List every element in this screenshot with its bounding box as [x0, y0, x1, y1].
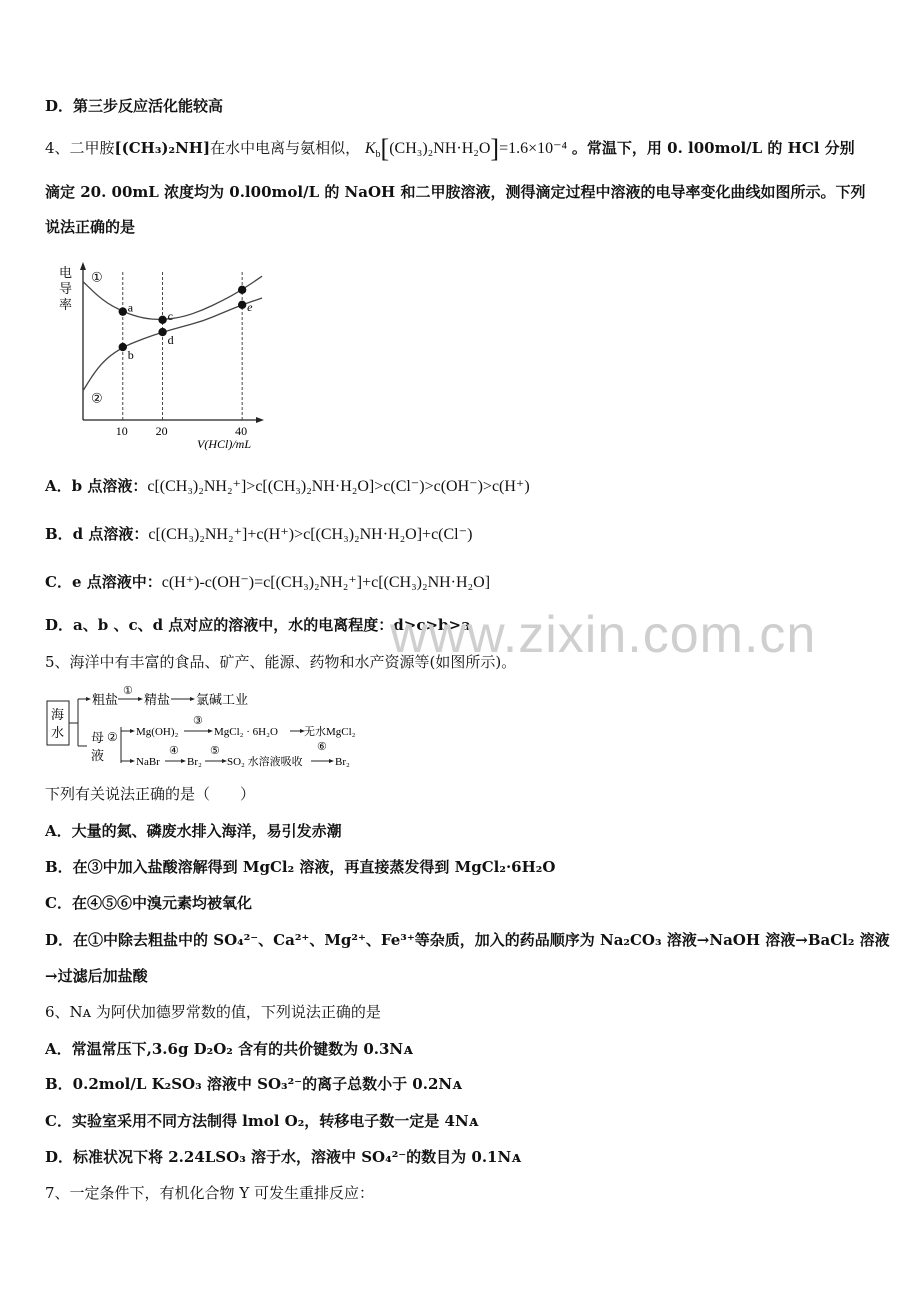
q5-stem: 5、海洋中有丰富的食品、矿产、能源、药物和水产资源等(如图所示)。 [45, 653, 517, 671]
x-tick-labels [116, 424, 247, 438]
q5-option-b: B．在③中加入盐酸溶解得到 MgCl₂ 溶液，再直接蒸发得到 MgCl₂·6H₂O [45, 858, 556, 876]
point-a [119, 307, 127, 315]
q5-option-c: C．在④⑤⑥中溴元素均被氧化 [45, 894, 252, 912]
q4-option-a-label: A．b 点溶液： [45, 477, 148, 495]
flow-branch-2-bottom-head [130, 759, 135, 763]
series-label-2: ② [91, 390, 103, 406]
q4-kb: $K_b[(CH_3)_2NH\cdot H_2O]=1.6\times 10^{-4}$ [364, 134, 568, 163]
q4-option-a [45, 476, 530, 497]
q5-option-d-cont: →过滤后加盐酸 [45, 967, 148, 985]
flow-arrow-6-head [329, 759, 334, 763]
x-tick-10: 10 [115, 424, 128, 438]
point-label-b: b [127, 348, 134, 363]
q7-stem: 7、一定条件下，有机化合物 Y 可发生重排反应： [45, 1184, 374, 1202]
watermark: www.zixin.com.cn [390, 606, 817, 664]
point-d [158, 328, 166, 336]
flow-anhydrous-mgcl2: 无水MgCl₂ [304, 726, 356, 738]
point-unlabeled [238, 286, 246, 294]
q5-question: 下列有关说法正确的是（ ） [45, 785, 256, 803]
flow-step-1: ① [123, 685, 133, 697]
q5-option-a: A．大量的氮、磷废水排入海洋，易引发赤潮 [45, 822, 342, 840]
flow-step-4: ④ [169, 745, 179, 757]
mother-char-2: 液 [91, 748, 105, 763]
q4-option-c [45, 572, 490, 593]
point-c [158, 316, 166, 324]
point-label-c: c [167, 308, 173, 323]
x-tick-20: 20 [155, 424, 168, 438]
flow-branch-2-top-head [130, 729, 135, 733]
q6-option-d: D．标准状况下将 2.24LSO₃ 溶于水，溶液中 SO₄²⁻的数目为 0.1Nᴀ [45, 1148, 521, 1166]
q4-stem-line3: 说法正确的是 [45, 218, 136, 236]
q4-option-b-expr: c[(CH₃)₂NH₂⁺]+c(H⁺)>c[(CH₃)₂NH·H₂O]+c(Cl⁻) [148, 526, 473, 543]
q6-option-a: A．常温常压下,3.6g D₂O₂ 含有的共价键数为 0.3Nᴀ [45, 1040, 413, 1058]
q4-option-a-expr: c[(CH₃)₂NH₂⁺]>c[(CH₃)₂NH·H₂O]>c(Cl⁻)>c(OH⁻)>c(H⁺) [147, 478, 530, 495]
flow-step-5: ⑤ [210, 745, 220, 757]
flow-nabr: NaBr [136, 756, 160, 768]
q6-option-b: B．0.2mol/L K₂SO₃ 溶液中 SO₃²⁻的离子总数小于 0.2Nᴀ [45, 1075, 462, 1093]
mother-char-1: 母 [91, 730, 105, 745]
q4-option-b-label: B．d 点溶液： [45, 525, 149, 543]
ylabel-char-3: 率 [59, 297, 73, 312]
q6-option-c: C．实验室采用不同方法制得 lmol O₂，转移电子数一定是 4Nᴀ [45, 1112, 479, 1130]
q4-kb-expr: (CH₃)₂NH·H₂O [389, 140, 491, 157]
q6-stem: 6、Nᴀ 为阿伏加德罗常数的值，下列说法正确的是 [45, 1003, 381, 1021]
point-e [238, 301, 246, 309]
flow-arrow-4-head [181, 759, 186, 763]
q5-option-d: D．在①中除去粗盐中的 SO₄²⁻、Ca²⁺、Mg²⁺、Fe³⁺等杂质，加入的药品顺序为 Na₂CO₃ 溶液→NaOH 溶液→BaCl₂ 溶液 [45, 931, 890, 949]
flow-so2-absorb: SO₂ 水溶液吸收 [227, 756, 303, 768]
flow-arrow-chlor-head [190, 697, 195, 701]
flow-crude-salt: 粗盐 [92, 692, 119, 707]
sea-char-1: 海 [51, 707, 65, 722]
q4-stem-b: [(CH₃)₂NH] [114, 139, 211, 157]
point-label-e: e [247, 299, 253, 314]
flow-br2-b: Br₂ [335, 756, 350, 768]
dashed-guides [123, 272, 242, 420]
flow-chlor-alkali: 氯碱工业 [196, 692, 249, 707]
flow-arrow-3-head [208, 729, 213, 733]
flow-fine-salt: 精盐 [144, 692, 171, 707]
chart-points [119, 286, 254, 362]
flow-arrow-1-head [138, 697, 143, 701]
point-b [119, 343, 127, 351]
flow-mgcl2-hydrate: MgCl₂ · 6H₂O [214, 726, 278, 738]
flow-step-3: ③ [193, 715, 203, 727]
flow-br2-a: Br₂ [187, 756, 202, 768]
flow-arrow-head [86, 697, 91, 701]
q4-stem-line2: 滴定 20. 00mL 浓度均为 0.l00mol/L 的 NaOH 和二甲胺溶液，测得滴定过程中溶液的电导率变化曲线如图所示。下列 [45, 183, 866, 201]
ylabel-char-2: 导 [59, 281, 73, 296]
chart-xlabel: V(HCl)/mL [197, 437, 251, 451]
point-label-a: a [127, 300, 134, 315]
flow-step-2: ② [107, 730, 118, 744]
q4-stem-a: 4、二甲胺 [45, 139, 115, 157]
x-axis-arrow [256, 417, 264, 423]
q4-option-d: D．a、b 、c、d 点对应的溶液中，水的电离程度：d>c>b>a [45, 616, 471, 634]
point-label-d: d [167, 333, 174, 348]
q4-kb-value: =1.6×10⁻⁴ [499, 140, 568, 157]
conductivity-chart [55, 258, 300, 453]
q4-option-b [45, 524, 472, 545]
q3-option-d: D．第三步反应活化能较高 [45, 97, 224, 115]
q4-option-c-expr: c(H⁺)-c(OH⁻)=c[(CH₃)₂NH₂⁺]+c[(CH₃)₂NH·H₂O] [161, 574, 491, 591]
ylabel-char-1: 电 [59, 265, 73, 280]
x-tick-40: 40 [235, 424, 248, 438]
q4-stem-d: 。常温下，用 0. l00mol/L 的 HCl 分别 [571, 139, 855, 157]
q4-stem-c: 在水中电离与氨相似， [210, 139, 361, 157]
flow-mgoh2: Mg(OH)₂ [136, 726, 179, 738]
series-label-1: ① [91, 269, 103, 285]
y-axis-arrow [80, 262, 86, 270]
flow-step-6: ⑥ [317, 741, 327, 753]
seawater-flowchart [45, 684, 365, 768]
q4-option-c-label: C．e 点溶液中： [45, 573, 162, 591]
sea-char-2: 水 [51, 725, 65, 740]
chart-ylabel [59, 265, 72, 312]
q4-stem-line1 [45, 134, 855, 165]
